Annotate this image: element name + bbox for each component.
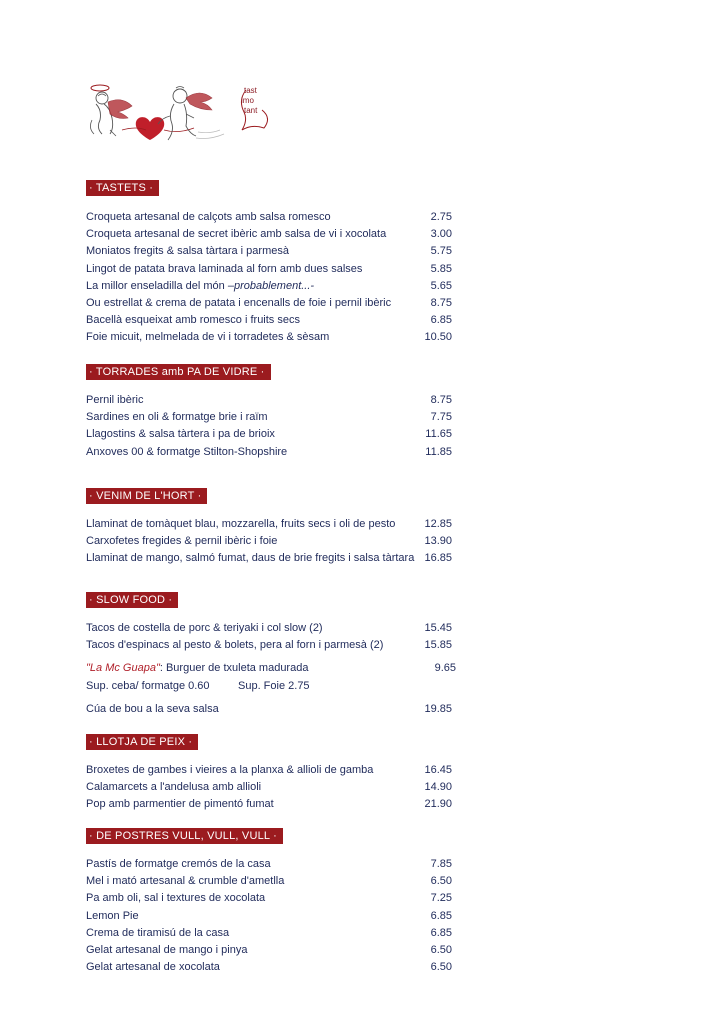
menu-item (86, 959, 466, 976)
menu-item (86, 779, 466, 796)
item-name: Tacos de costella de porc & teriyaki i col slow (2) (86, 622, 323, 634)
item-price: 6.85 (430, 926, 452, 939)
item-name: Gelat artesanal de xocolata (86, 961, 220, 974)
restaurant-logo (86, 80, 276, 160)
item-price: 6.85 (430, 909, 452, 922)
item-price: 7.25 (430, 892, 452, 905)
item-price: 16.45 (424, 764, 452, 776)
menu-item (86, 392, 466, 409)
menu-item (86, 637, 466, 654)
item-name: Crema de tiramisú de la casa (86, 926, 230, 939)
section-tastets (86, 178, 466, 347)
logo-word-2: imo (241, 96, 254, 105)
menu-item (86, 329, 466, 346)
section-title: · LLOTJA DE PEIX · (86, 734, 198, 750)
item-name: Cúa de bou a la seva salsa (86, 702, 219, 715)
menu-item (86, 278, 466, 295)
item-name: Mel i mató artesanal & crumble d'ametlla (86, 875, 285, 888)
menu-item (86, 890, 466, 907)
item-price: 3.00 (430, 228, 452, 241)
item-price: 16.85 (424, 552, 452, 565)
item-name: Lingot de patata brava laminada al forn amb dues salses (86, 262, 363, 275)
item-name: Llaminat de mango, salmó fumat, daus de brie fregits i salsa tàrtara (86, 552, 415, 565)
item-price: 19.85 (424, 702, 452, 715)
item-price: 6.50 (430, 875, 452, 888)
item-name: Sardines en oli & formatge brie i raïm (86, 411, 268, 424)
item-name: Tacos d'espinacs al pesto & bolets, pera al forn i parmesà (2) (86, 639, 384, 652)
item-name-highlight: "La Mc Guapa" (86, 662, 160, 675)
item-price: 12.85 (424, 518, 452, 530)
item-price: 6.50 (430, 943, 452, 956)
menu-item (86, 209, 466, 226)
menu-item (86, 701, 466, 718)
menu-item (86, 925, 466, 942)
item-price: 5.65 (430, 279, 452, 292)
item-name: Carxofetes fregides & pernil ibèric i foie (86, 535, 278, 548)
menu-item (86, 226, 466, 243)
menu-item (86, 409, 466, 426)
item-name: Llagostins & salsa tàrtera i pa de brioix (86, 428, 275, 441)
section-torrades (86, 362, 466, 461)
item-price: 6.85 (430, 314, 452, 327)
menu-item (86, 796, 466, 813)
item-price: 10.50 (424, 331, 452, 344)
section-title: · TASTETS · (86, 180, 159, 196)
logo-word-1: tast (244, 86, 257, 95)
item-name-group (86, 278, 314, 295)
menu-item (86, 516, 466, 533)
item-name: Croqueta artesanal de secret ibèric amb salsa de vi i xocolata (86, 228, 387, 241)
item-name: Pop amb parmentier de pimentó fumat (86, 798, 274, 811)
item-price: 11.65 (425, 428, 452, 441)
menu-item (86, 620, 466, 637)
item-price: 15.45 (424, 622, 452, 634)
item-price: 7.85 (430, 858, 452, 870)
item-price: 8.75 (430, 296, 452, 309)
item-name-note: –probablement...- (227, 279, 315, 292)
section-title: · TORRADES amb PA DE VIDRE · (86, 364, 271, 380)
item-name: Croqueta artesanal de calçots amb salsa romesco (86, 211, 331, 223)
item-price: 8.75 (430, 394, 452, 406)
menu-item (86, 942, 466, 959)
menu-item (86, 533, 466, 550)
supplements-line (86, 678, 466, 695)
item-name: Bacellà esqueixat amb romesco i fruits secs (86, 314, 300, 327)
section-slow-food (86, 590, 466, 718)
menu-item (86, 660, 466, 677)
section-title: · VENIM DE L'HORT · (86, 488, 207, 504)
item-name: Anxoves 00 & formatge Stilton-Shopshire (86, 445, 288, 458)
menu-item (86, 873, 466, 890)
item-name: Calamarcets a l'andelusa amb allioli (86, 781, 262, 794)
item-price: 2.75 (430, 211, 452, 223)
menu-item (86, 243, 466, 260)
menu-item (86, 762, 466, 779)
menu-item (86, 550, 466, 567)
item-price: 5.75 (430, 245, 452, 258)
item-name: Pa amb oli, sal i textures de xocolata (86, 892, 266, 905)
item-price: 13.90 (424, 535, 452, 548)
item-price: 5.85 (430, 262, 452, 275)
item-price: 7.75 (430, 411, 452, 424)
menu-item (86, 444, 466, 461)
menu-item (86, 295, 466, 312)
item-price: 14.90 (424, 781, 452, 794)
section-title: · DE POSTRES VULL, VULL, VULL · (86, 828, 283, 844)
logo-word-3: tant (244, 106, 258, 115)
menu-item (86, 312, 466, 329)
item-price: 6.50 (430, 961, 452, 974)
section-venim-de-lhort (86, 486, 466, 568)
supplement-ceba-formatge: Sup. ceba/ formatge 0.60 (86, 679, 210, 692)
menu-item (86, 261, 466, 278)
item-price: 11.85 (425, 445, 452, 458)
section-title: · SLOW FOOD · (86, 592, 178, 608)
item-name: Pernil ibèric (86, 394, 144, 406)
item-name: Pastís de formatge cremós de la casa (86, 858, 271, 870)
supplement-foie: Sup. Foie 2.75 (238, 679, 310, 692)
item-name: Ou estrellat & crema de patata i encenalls de foie i pernil ibèric (86, 296, 392, 309)
item-price: 21.90 (424, 798, 452, 811)
section-llotja-de-peix (86, 732, 466, 814)
item-name: Gelat artesanal de mango i pinya (86, 943, 248, 956)
item-name: Broxetes de gambes i vieires a la planxa & allioli de gamba (86, 764, 374, 776)
section-de-postres (86, 826, 466, 976)
item-name: Llaminat de tomàquet blau, mozzarella, fruits secs i oli de pesto (86, 518, 396, 530)
item-name: La millor enseladilla del món (86, 279, 228, 292)
menu-item (86, 426, 466, 443)
menu-item (86, 908, 466, 925)
item-name: Lemon Pie (86, 909, 139, 922)
item-name-group (86, 660, 308, 677)
item-name: Foie micuit, melmelada de vi i torradetes & sèsam (86, 331, 330, 344)
item-name: Moniatos fregits & salsa tàrtara i parmesà (86, 245, 289, 258)
item-price: 15.85 (424, 639, 452, 652)
item-name: : Burguer de txuleta madurada (159, 662, 309, 675)
item-price: 9.65 (434, 662, 456, 675)
menu-item (86, 856, 466, 873)
